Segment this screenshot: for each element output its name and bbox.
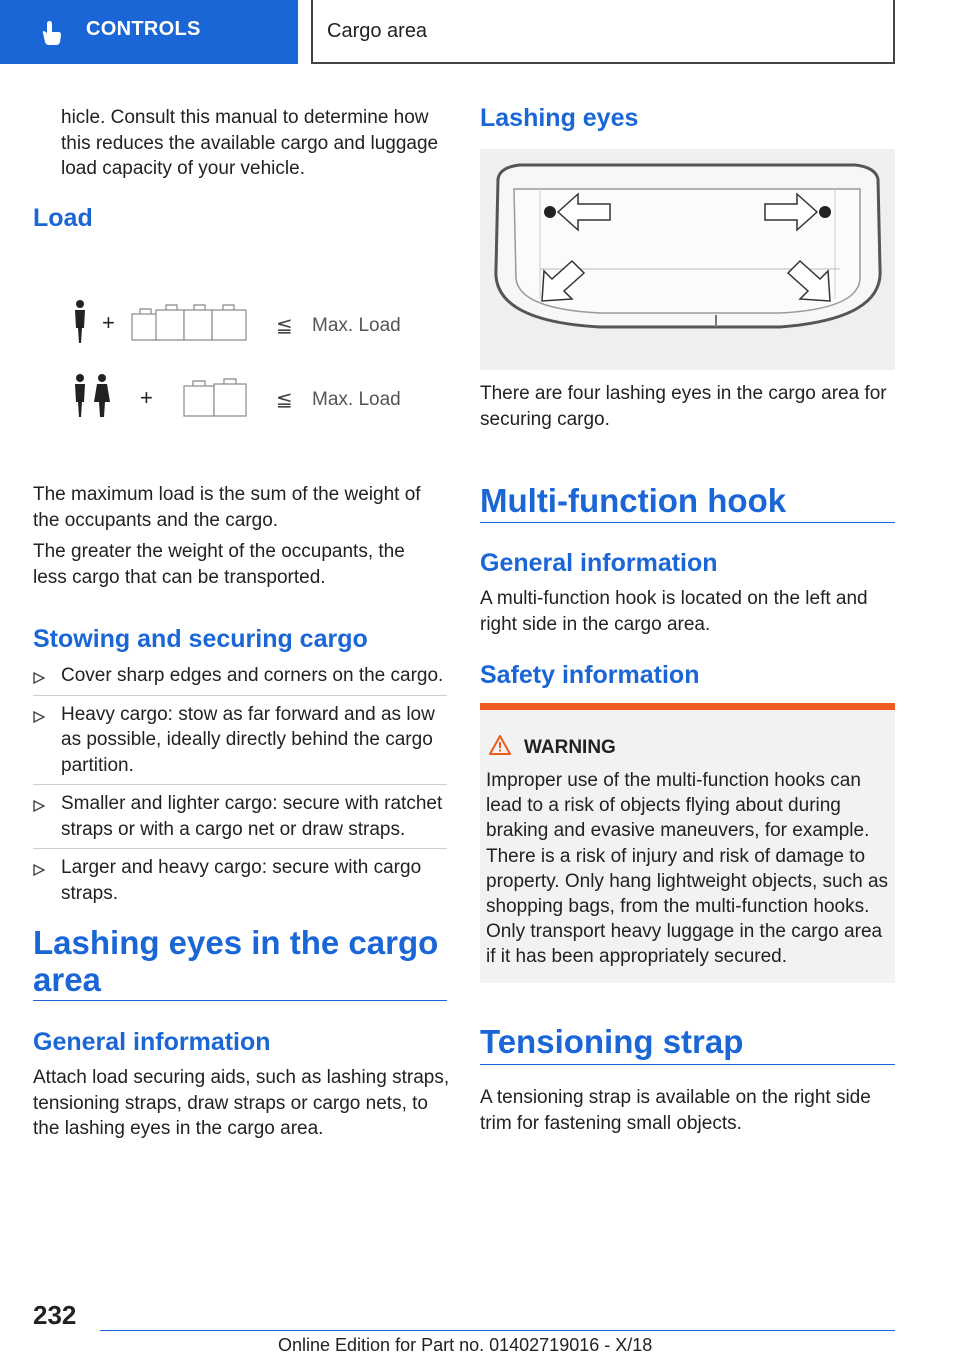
diagram-row1-label: Max. Load [312, 315, 401, 336]
list-item: Larger and heavy cargo: secure with cargo straps. [33, 848, 447, 906]
load-paragraph-2: The greater the weight of the occupants, the less cargo that can be transported. [33, 541, 405, 588]
stowing-list [33, 663, 447, 906]
svg-text:+: + [140, 385, 153, 410]
two-persons-icon [75, 374, 110, 417]
chapter-tab[interactable] [0, 0, 298, 64]
general-info-text: Attach load securing aids, such as lashing straps, tensioning straps, draw straps or cargo nets, to the lashing eyes in the cargo area. [33, 1067, 450, 1139]
hand-pointer-icon [38, 20, 64, 46]
lashing-eye-icon [544, 206, 556, 218]
load-heading: Load [33, 204, 93, 232]
section-tab [311, 0, 895, 64]
section-label: Cargo area [327, 20, 428, 42]
edition-text: Online Edition for Part no. 01402719016 - X/18 [278, 1335, 653, 1355]
lashing-eye-icon [819, 206, 831, 218]
triangle-bullet-icon [33, 672, 45, 684]
lashing-eyes-heading: Lashing eyes [480, 104, 639, 132]
heading-rule [480, 522, 895, 523]
list-item: Smaller and lighter cargo: secure with ratchet straps or with a cargo net or draw straps. [33, 784, 447, 842]
page-number: 232 [33, 1300, 77, 1330]
svg-text:≦: ≦ [276, 387, 293, 411]
chapter-label: CONTROLS [86, 18, 201, 40]
hook-general-heading: General information [480, 549, 718, 577]
triangle-bullet-icon [33, 711, 45, 723]
heading-rule [480, 1064, 895, 1065]
lashing-area-heading: Lashing eyes in the cargo area [33, 924, 439, 998]
load-paragraph-1: The maximum load is the sum of the weight of the occupants and the cargo. [33, 484, 421, 531]
general-info-heading: General information [33, 1028, 271, 1056]
strap-text: A tensioning strap is available on the right side trim for fastening small objects. [480, 1087, 871, 1134]
footer-rule [100, 1330, 895, 1331]
intro-paragraph: hicle. Consult this manual to determine how this reduces the available cargo and luggage load capacity of your vehicle. [61, 107, 439, 179]
heading-rule [33, 1000, 447, 1001]
lashing-eyes-text: There are four lashing eyes in the cargo area for securing cargo. [480, 383, 887, 430]
hook-heading: Multi-function hook [480, 482, 787, 519]
list-item: Heavy cargo: stow as far forward and as low as possible, ideally directly behind the cargo partition. [33, 695, 447, 779]
person-icon [75, 300, 85, 343]
stowing-heading: Stowing and securing cargo [33, 625, 368, 653]
strap-heading: Tensioning strap [480, 1023, 744, 1060]
list-item: Cover sharp edges and corners on the cargo. [33, 663, 447, 689]
triangle-bullet-icon [33, 800, 45, 812]
warning-text: Improper use of the multi-function hooks can lead to a risk of objects flying about during braking and evasive maneuvers, for example. There is a risk of injury and risk of damage to property. Only hang lightweight objects, such as shopping bags, from the multi-function hooks. Only transport heavy luggage in the cargo area if it has been appropriately secured. [486, 770, 889, 968]
cargo-area-illustration [480, 149, 895, 370]
load-diagram [60, 290, 440, 430]
warning-triangle-icon [488, 734, 512, 756]
warning-box [480, 703, 895, 983]
diagram-row2-label: Max. Load [312, 389, 401, 410]
hook-general-text: A multi-function hook is located on the left and right side in the cargo area. [480, 588, 868, 635]
warning-title: WARNING [524, 737, 616, 758]
svg-text:≦: ≦ [276, 313, 293, 337]
safety-heading: Safety information [480, 661, 700, 689]
svg-text:+: + [102, 310, 115, 335]
triangle-bullet-icon [33, 864, 45, 876]
